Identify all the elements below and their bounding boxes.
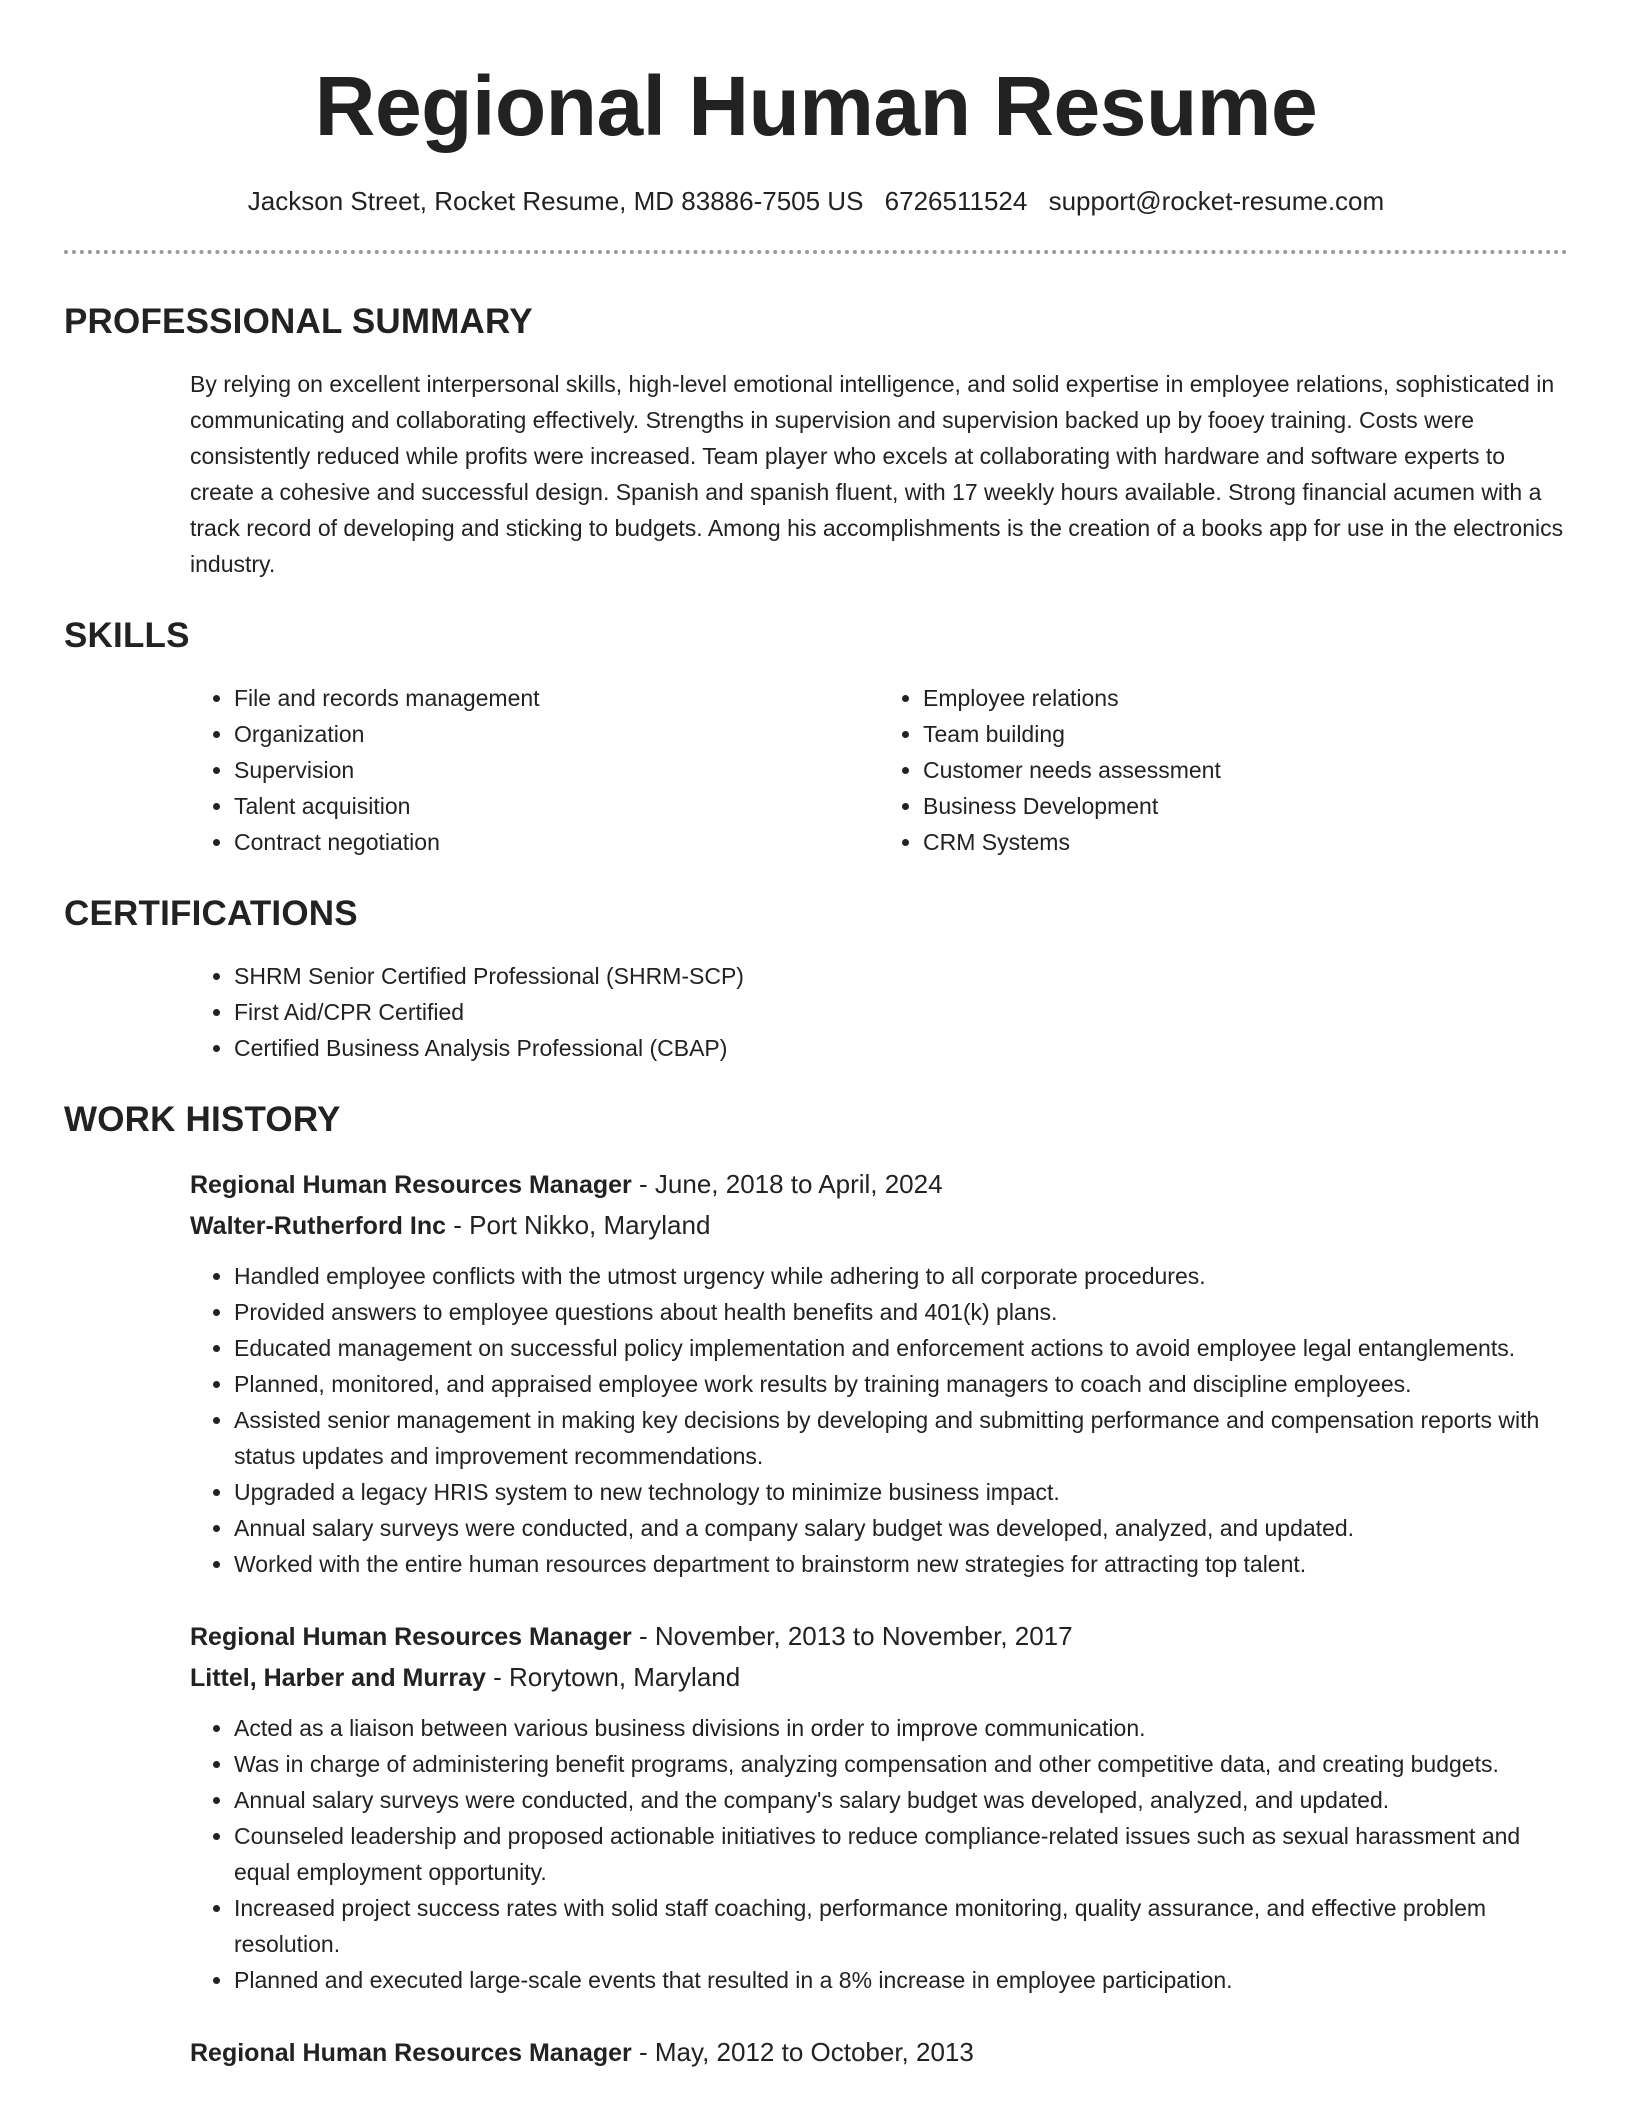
job-bullet: • Provided answers to employee questions about health benefits and 401(k) plans. <box>234 1294 1568 1330</box>
job-bullet: • Planned, monitored, and appraised employee work results by training managers to coach and discipline employees. <box>234 1366 1568 1402</box>
contact-email: support@rocket-resume.com <box>1048 186 1385 216</box>
job-company: Walter-Rutherford Inc <box>190 1212 447 1240</box>
job-entry <box>190 2032 1568 2073</box>
job-bullet: • Was in charge of administering benefit programs, analyzing compensation and other competitive data, and creating budgets. <box>234 1746 1568 1782</box>
job-dates: - November, 2013 to November, 2017 <box>631 1621 1073 1651</box>
resume-page <box>64 0 1568 2073</box>
job-bullet: • Planned and executed large-scale events that resulted in a 8% increase in employee participation. <box>234 1962 1568 1998</box>
skill-item: • Team building <box>923 716 1568 752</box>
job-entry <box>190 1164 1568 1582</box>
skills-columns <box>190 680 1568 860</box>
skills-left-list <box>190 680 879 860</box>
job-dates: - June, 2018 to April, 2024 <box>631 1169 943 1199</box>
skill-item: • Customer needs assessment <box>923 752 1568 788</box>
contact-line <box>64 184 1568 218</box>
job-title: Regional Human Resources Manager <box>190 1623 632 1651</box>
job-entry <box>190 1616 1568 1998</box>
job-bullet: • Acted as a liaison between various business divisions in order to improve communication. <box>234 1710 1568 1746</box>
certifications-heading: CERTIFICATIONS <box>64 894 358 933</box>
skills-right-list <box>879 680 1568 860</box>
certification-item: • SHRM Senior Certified Professional (SHRM-SCP) <box>234 958 1568 994</box>
skill-item: • Business Development <box>923 788 1568 824</box>
summary-text: By relying on excellent interpersonal skills, high-level emotional intelligence, and solid expertise in employee relations, sophisticated in communicating and collaborating effectively. Strengths in supervision and supervision backed up by fooey training. Costs were consistently reduced while profits were increased. Team player who excels at collaborating with hardware and software experts to create a cohesive and successful design. Spanish and spanish fluent, with 17 weekly hours available. Strong financial acumen with a track record of developing and sticking to budgets. Among his accomplishments is the creation of a books app for use in the electronics industry. <box>190 371 1564 577</box>
skill-item: • File and records management <box>234 680 879 716</box>
skill-item: • Contract negotiation <box>234 824 879 860</box>
job-bullet: • Worked with the entire human resources department to brainstorm new strategies for attracting top talent. <box>234 1546 1568 1582</box>
job-title: Regional Human Resources Manager <box>190 1171 632 1199</box>
certification-item: • Certified Business Analysis Professional (CBAP) <box>234 1030 1568 1066</box>
job-location: - Port Nikko, Maryland <box>446 1210 711 1240</box>
contact-phone: 6726511524 <box>884 186 1028 216</box>
job-bullet: • Annual salary surveys were conducted, and a company salary budget was developed, analyzed, and updated. <box>234 1510 1568 1546</box>
job-bullet: • Handled employee conflicts with the utmost urgency while adhering to all corporate procedures. <box>234 1258 1568 1294</box>
job-company-line <box>190 1205 1568 1246</box>
work-history-heading: WORK HISTORY <box>64 1100 341 1139</box>
job-title-line <box>190 1616 1568 1657</box>
skill-item: • Talent acquisition <box>234 788 879 824</box>
certification-item: • First Aid/CPR Certified <box>234 994 1568 1030</box>
job-bullet: • Increased project success rates with solid staff coaching, performance monitoring, quality assurance, and effective problem resolution. <box>234 1890 1568 1962</box>
work-history-section <box>64 1100 1568 2073</box>
resume-title: Regional Human Resume <box>314 59 1318 153</box>
job-dates: - May, 2012 to October, 2013 <box>631 2037 974 2067</box>
job-bullet: • Upgraded a legacy HRIS system to new technology to minimize business impact. <box>234 1474 1568 1510</box>
job-company-line <box>190 1657 1568 1698</box>
job-title: Regional Human Resources Manager <box>190 2039 632 2067</box>
header-divider <box>64 250 1568 254</box>
job-bullet: • Educated management on successful policy implementation and enforcement actions to avoid employee legal entanglements. <box>234 1330 1568 1366</box>
certifications-block <box>190 958 1568 1066</box>
skill-item: • Organization <box>234 716 879 752</box>
skill-item: • Supervision <box>234 752 879 788</box>
job-title-line <box>190 1164 1568 1205</box>
summary-section <box>64 302 1568 582</box>
certifications-section <box>64 894 1568 1066</box>
job-title-line <box>190 2032 1568 2073</box>
skill-item: • Employee relations <box>923 680 1568 716</box>
summary-heading: PROFESSIONAL SUMMARY <box>64 302 533 341</box>
job-bullet: • Annual salary surveys were conducted, and the company's salary budget was developed, analyzed, and updated. <box>234 1782 1568 1818</box>
contact-address: Jackson Street, Rocket Resume, MD 83886-7505 US <box>247 186 864 216</box>
skills-section <box>64 616 1568 860</box>
skills-heading: SKILLS <box>64 616 190 655</box>
skill-item: • CRM Systems <box>923 824 1568 860</box>
job-bullet: • Assisted senior management in making key decisions by developing and submitting performance and compensation reports with status updates and improvement recommendations. <box>234 1402 1568 1474</box>
job-bullet: • Counseled leadership and proposed actionable initiatives to reduce compliance-related issues such as sexual harassment and equal employment opportunity. <box>234 1818 1568 1890</box>
job-bullets <box>190 1710 1568 1998</box>
job-company: Littel, Harber and Murray <box>190 1664 486 1692</box>
certifications-list <box>190 958 1568 1066</box>
job-bullets <box>190 1258 1568 1582</box>
job-location: - Rorytown, Maryland <box>485 1662 741 1692</box>
